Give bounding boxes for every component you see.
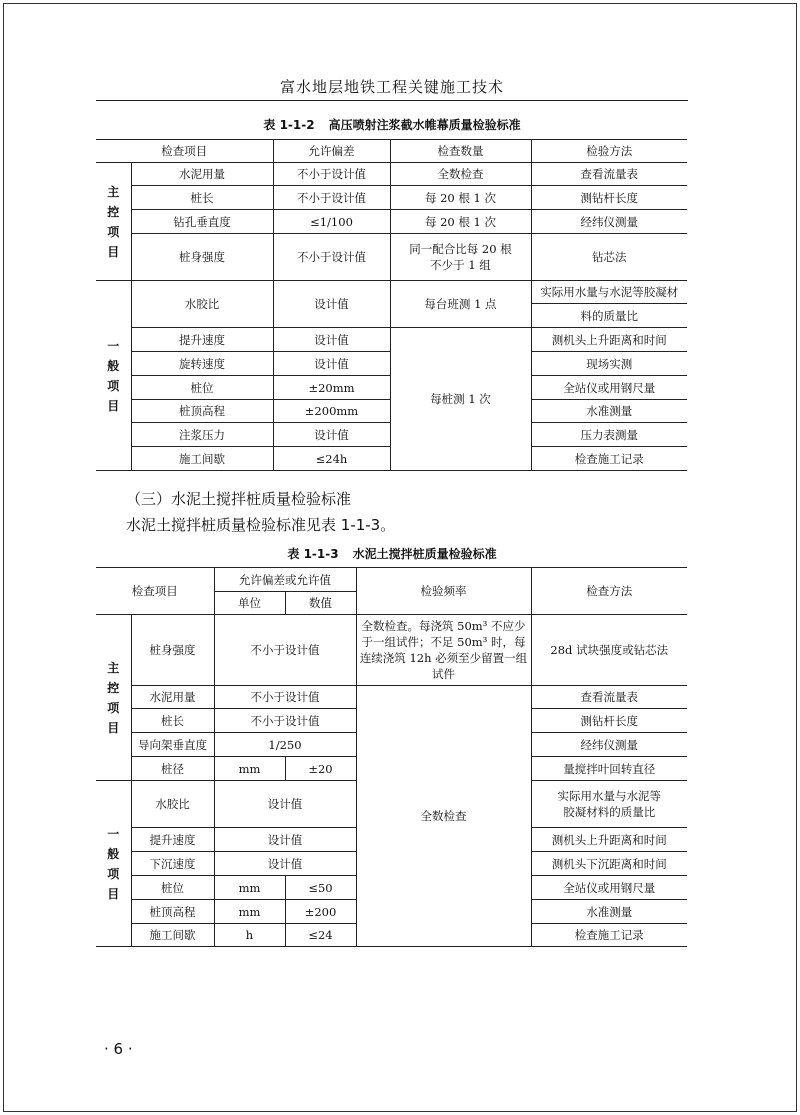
table1-title: 高压喷射注浆截水帷幕质量检验标准 <box>328 118 521 132</box>
table-cell: mm <box>214 876 285 900</box>
table-cell: 测钻杆长度 <box>531 186 687 210</box>
table-cell: 桩位 <box>131 376 273 400</box>
table2-header-frequency: 检验频率 <box>356 568 531 615</box>
table2-title: 水泥土搅拌桩质量检验标准 <box>352 547 497 561</box>
table-cell: 设计值 <box>214 781 356 828</box>
table2-header-row <box>96 568 687 592</box>
table-row <box>96 210 687 234</box>
table-cell: 检查施工记录 <box>531 447 687 471</box>
table-cell: ≤24h <box>273 447 390 471</box>
table-cell: 经纬仪测量 <box>531 733 687 757</box>
table-cell: 测钻杆长度 <box>531 709 687 733</box>
table-row <box>96 234 687 281</box>
table2-header-value: 数值 <box>285 592 356 615</box>
table-cell: 钻孔垂直度 <box>131 210 273 234</box>
table-cell: ±200 <box>285 900 356 924</box>
table-cell: ±200mm <box>273 400 390 423</box>
table-cell: 不小于设计值 <box>214 709 356 733</box>
table-cell: 每 20 根 1 次 <box>390 186 531 210</box>
table-cell: 测机头上升距离和时间 <box>531 328 687 352</box>
table-cell: 桩径 <box>131 757 214 781</box>
table-cell: 查看流量表 <box>531 163 687 186</box>
table-cell: 水胶比 <box>131 781 214 828</box>
table-cell: 查看流量表 <box>531 686 687 709</box>
table-cell: 全数检查。每浇筑 50m³ 不应少于一组试件；不足 50m³ 时，每连续浇筑 12h 必须至少留置一组试件 <box>356 615 531 686</box>
table-cell: 1/250 <box>214 733 356 757</box>
table-cell: 测机头上升距离和时间 <box>531 828 687 852</box>
table-row <box>96 328 687 352</box>
table-cell: 下沉速度 <box>131 852 214 876</box>
body-paragraph: 水泥土搅拌桩质量检验标准见表 1-1-3。 <box>126 516 396 534</box>
table1-header-tolerance: 允许偏差 <box>273 140 390 163</box>
table-cell: 水泥用量 <box>131 686 214 709</box>
table-cell: 注浆压力 <box>131 423 273 447</box>
table-cell: mm <box>214 757 285 781</box>
table2-group-main: 主控项目 <box>96 615 131 781</box>
table-cell: 设计值 <box>273 423 390 447</box>
table-cell: 导向架垂直度 <box>131 733 214 757</box>
table1-quantity-merged: 每桩测 1 次 <box>390 328 531 471</box>
table-cell: 桩顶高程 <box>131 400 273 423</box>
table-cell: ≤24 <box>285 924 356 947</box>
table2-number: 表 1-1-3 <box>287 547 339 561</box>
table-cell: 设计值 <box>214 828 356 852</box>
table-cell: 料的质量比 <box>531 304 687 328</box>
table-cell: 桩长 <box>131 186 273 210</box>
table1-group-general: 一般项目 <box>96 281 131 471</box>
table1-group-main: 主控项目 <box>96 163 131 281</box>
table-cell: 设计值 <box>273 328 390 352</box>
table-cell: 水泥用量 <box>131 163 273 186</box>
running-header: 富水地层地铁工程关键施工技术 <box>279 78 504 96</box>
table-cell: 桩身强度 <box>131 615 214 686</box>
table-cell: 28d 试块强度或钻芯法 <box>531 615 687 686</box>
table-cell: ≤1/100 <box>273 210 390 234</box>
table-cell: 经纬仪测量 <box>531 210 687 234</box>
table-cell: h <box>214 924 285 947</box>
table-cell: 施工间歇 <box>131 447 273 471</box>
table2-frequency-merged: 全数检查 <box>356 686 531 947</box>
table-cell: 旋转速度 <box>131 352 273 376</box>
table-cell: 实际用水量与水泥等胶凝材 <box>531 281 687 304</box>
table-cell: 测机头下沉距离和时间 <box>531 852 687 876</box>
table-cell: 水准测量 <box>531 400 687 423</box>
table-cell: 实际用水量与水泥等 胶凝材料的质量比 <box>531 781 687 828</box>
table-cell: 量搅拌叶回转直径 <box>531 757 687 781</box>
table-cell: 施工间歇 <box>131 924 214 947</box>
table-cell: mm <box>214 900 285 924</box>
table2-header-item: 检查项目 <box>96 568 214 615</box>
table-cell: 现场实测 <box>531 352 687 376</box>
table-cell: 水准测量 <box>531 900 687 924</box>
table-cell: 提升速度 <box>131 828 214 852</box>
table2-header-method: 检查方法 <box>531 568 687 615</box>
table-cell: 每 20 根 1 次 <box>390 210 531 234</box>
table-cell: 全站仪或用钢尺量 <box>531 876 687 900</box>
table-cell: 桩身强度 <box>131 234 273 281</box>
table-cell: ±20mm <box>273 376 390 400</box>
header-rule <box>96 100 688 101</box>
table2 <box>96 567 687 947</box>
table-row <box>96 281 687 304</box>
table-cell: 设计值 <box>273 281 390 328</box>
table-cell: 桩位 <box>131 876 214 900</box>
table1-header-quantity: 检查数量 <box>390 140 531 163</box>
table-cell: 不小于设计值 <box>214 686 356 709</box>
table-row <box>96 186 687 210</box>
table-cell: 桩顶高程 <box>131 900 214 924</box>
table-cell: ≤50 <box>285 876 356 900</box>
table1-header-row <box>96 140 687 163</box>
table1-caption <box>96 116 688 133</box>
table-cell: 同一配合比每 20 根 不少于 1 组 <box>390 234 531 281</box>
page-number: · 6 · <box>104 1040 133 1058</box>
table-cell: 检查施工记录 <box>531 924 687 947</box>
table-cell: 全站仪或用钢尺量 <box>531 376 687 400</box>
table2-caption <box>96 545 688 562</box>
table-cell: 设计值 <box>214 852 356 876</box>
table-cell: ±20 <box>285 757 356 781</box>
table-row <box>96 686 687 709</box>
table-cell: 不小于设计值 <box>273 186 390 210</box>
table-cell: 设计值 <box>273 352 390 376</box>
table-row <box>96 163 687 186</box>
table2-header-unit: 单位 <box>214 592 285 615</box>
table2-header-tolerance: 允许偏差或允许值 <box>214 568 356 592</box>
table-cell: 钻芯法 <box>531 234 687 281</box>
table1-header-item: 检查项目 <box>96 140 273 163</box>
table1-header-method: 检验方法 <box>531 140 687 163</box>
section-heading: （三）水泥土搅拌桩质量检验标准 <box>126 490 352 508</box>
table1 <box>96 139 687 471</box>
table-cell: 全数检查 <box>390 163 531 186</box>
table-cell: 提升速度 <box>131 328 273 352</box>
table-cell: 不小于设计值 <box>273 234 390 281</box>
table1-number: 表 1-1-2 <box>263 118 315 132</box>
table2-group-general: 一般项目 <box>96 781 131 947</box>
table-cell: 压力表测量 <box>531 423 687 447</box>
table-cell: 不小于设计值 <box>214 615 356 686</box>
table-cell: 水胶比 <box>131 281 273 328</box>
table-cell: 每台班测 1 点 <box>390 281 531 328</box>
table-cell: 不小于设计值 <box>273 163 390 186</box>
table-row <box>96 615 687 686</box>
table-cell: 桩长 <box>131 709 214 733</box>
